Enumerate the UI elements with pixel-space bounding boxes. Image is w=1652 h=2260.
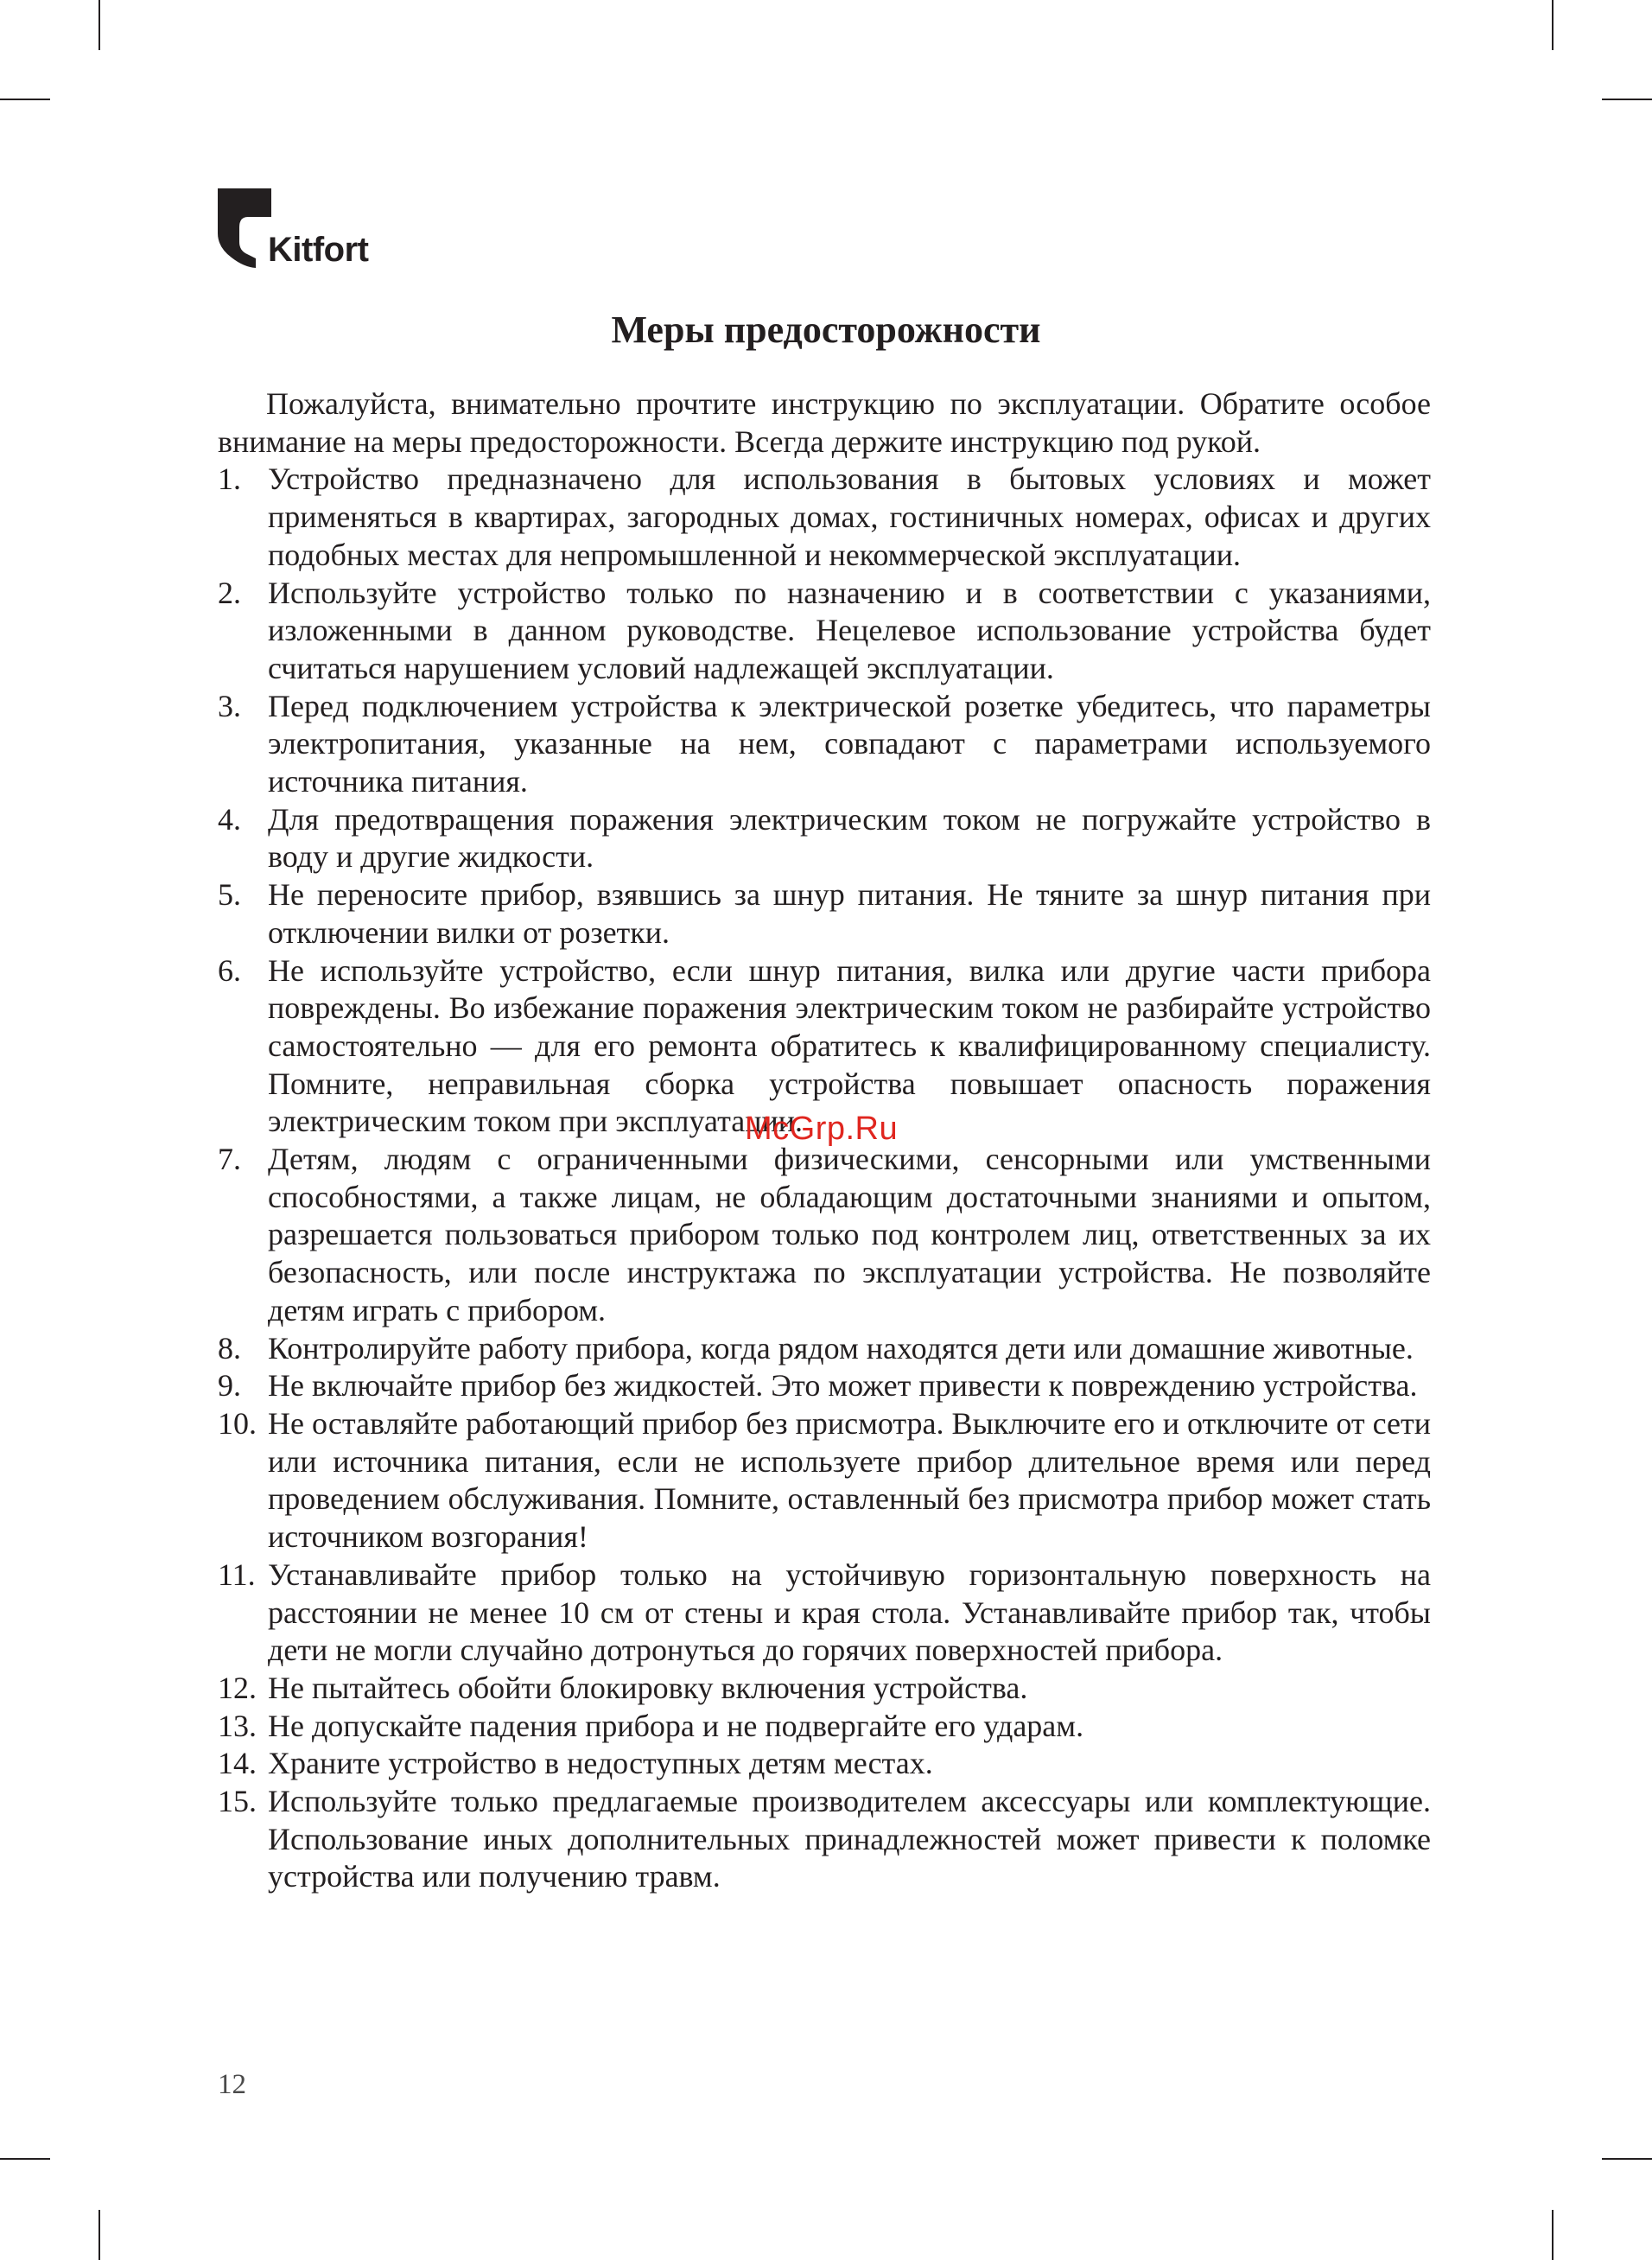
list-item [218,688,1431,801]
list-item [218,1783,1431,1896]
list-item-number: 5. [218,877,241,913]
list-item-number: 3. [218,688,241,723]
list-item-text: Используйте только предлагаемые производителем аксессуары или комплектующие. Использование иных дополнительных принадлежностей может привести к поломке устройства или получению травм. [268,1784,1431,1894]
precautions-list [218,461,1431,1896]
list-item-text: Контролируйте работу прибора, когда рядом находятся дети или домашние животные. [268,1330,1414,1366]
list-item [218,1557,1431,1670]
crop-mark-bottom-left [98,2210,100,2260]
list-item [218,801,1431,876]
list-item-text: Детям, людям с ограниченными физическими, сенсорными или умственными способностями, а также лицам, не обладающим достаточными знаниями и опытом, разрешается пользоваться прибором только под контролем лиц, ответственных за их безопасность, или после инструктажа по эксплуатации устройства. Не позволяйте детям играть с прибором. [268,1142,1431,1327]
crop-mark-top-right [1552,0,1554,50]
kitfort-logo-icon [218,188,271,268]
list-item-number: 4. [218,801,241,837]
intro-paragraph: Пожалуйста, внимательно прочтите инструкцию по эксплуатации. Обратите особое внимание на меры предосторожности. Всегда держите инструкцию под рукой. [218,386,1431,459]
list-item-text: Устанавливайте прибор только на устойчивую горизонтальную поверхность на расстоянии не менее 10 см от стены и края стола. Устанавливайте прибор так, чтобы дети не могли случайно дотронуться до горячих поверхностей прибора. [268,1557,1431,1668]
list-item-text: Не оставляйте работающий прибор без присмотра. Выключите его и отключите от сети или источника питания, если не используете прибор длительное время или перед проведением обслуживания. Помните, оставленный без присмотра прибор может стать источником возгорания! [268,1405,1431,1555]
list-item [218,1367,1431,1405]
page-number: 12 [218,2069,246,2100]
list-item [218,1708,1431,1746]
list-item-number: 9. [218,1368,241,1404]
list-item-number: 8. [218,1330,241,1366]
list-item-text: Не используйте устройство, если шнур питания, вилка или другие части прибора повреждены. Во избежание поражения электрическим током не разбирайте устройство самостоятельно — для его ремонта обратитесь к квалифицированному специалисту. Помните, неправильная сборка устройства повышает опасность поражения электрическим током при эксплуатации. [268,952,1431,1139]
list-item-number: 7. [218,1142,241,1177]
list-item-number: 15. [218,1784,257,1819]
list-item [218,1405,1431,1557]
list-item-number: 1. [218,462,241,497]
list-item [218,1141,1431,1330]
crop-mark-top-left [98,0,100,50]
list-item-text: Устройство предназначено для использования в бытовых условиях и может применяться в квартирах, загородных домах, гостиничных номерах, офисах и других подобных местах для непромышленной и некоммерческой эксплуатации. [268,462,1431,572]
list-item-text: Храните устройство в недоступных детям местах. [268,1746,933,1781]
list-item-text: Для предотвращения поражения электрическим током не погружайте устройство в воду и другие жидкости. [268,801,1431,875]
list-item-number: 10. [218,1405,257,1441]
list-item-number: 11. [218,1557,256,1592]
brand-logo [218,188,391,275]
watermark-text: McGrp.Ru [745,1111,899,1147]
list-item-number: 2. [218,575,241,610]
list-item-text: Используйте устройство только по назначению и в соответствии с указаниями, изложенными в данном руководстве. Нецелевое использование устройства будет считаться нарушением условий надлежащей эксплуатации. [268,575,1431,685]
list-item-number: 6. [218,952,241,988]
crop-mark-left-bottom [0,2158,50,2160]
list-item [218,1670,1431,1708]
list-item [218,1330,1431,1368]
list-item [218,575,1431,688]
list-item-text: Не включайте прибор без жидкостей. Это может привести к повреждению устройства. [268,1368,1418,1404]
list-item-text: Не переносите прибор, взявшись за шнур питания. Не тяните за шнур питания при отключении вилки от розетки. [268,877,1431,950]
list-item-text: Не допускайте падения прибора и не подвергайте его ударам. [268,1708,1084,1743]
crop-mark-left-top [0,99,50,100]
list-item-text: Перед подключением устройства к электрической розетке убедитесь, что параметры электропитания, указанные на нем, совпадают с параметрами используемого источника питания. [268,688,1431,799]
crop-mark-right-top [1602,99,1652,100]
list-item [218,876,1431,952]
brand-name: Kitfort [268,231,369,269]
crop-mark-right-bottom [1602,2158,1652,2160]
list-item-text: Не пытайтесь обойти блокировку включения устройства. [268,1670,1028,1705]
list-item [218,461,1431,574]
list-item-number: 14. [218,1746,257,1781]
list-item-number: 13. [218,1708,257,1743]
list-item [218,1745,1431,1783]
page-title: Меры предосторожности [611,309,1041,351]
list-item-number: 12. [218,1670,257,1705]
crop-mark-bottom-right [1552,2210,1554,2260]
